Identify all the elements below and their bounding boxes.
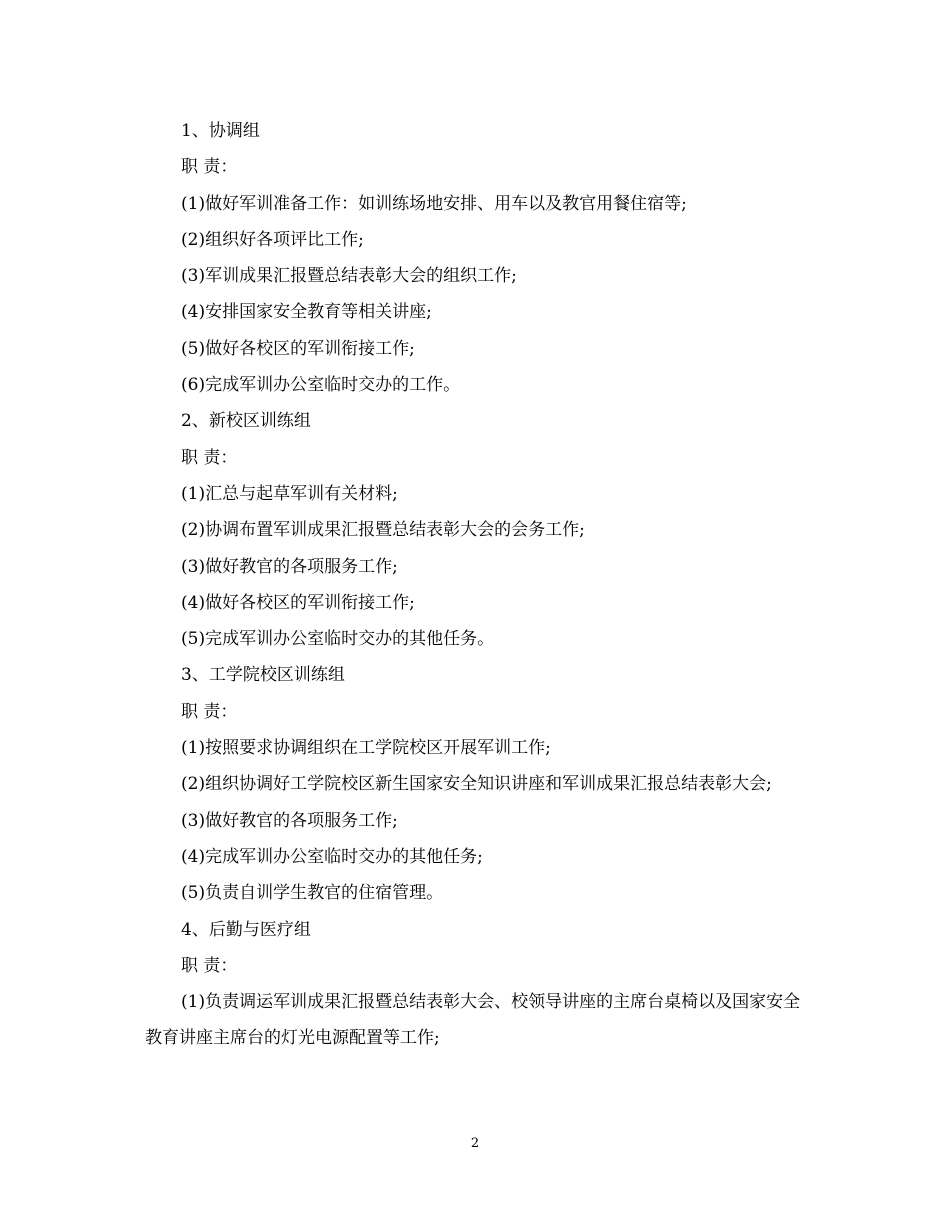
duty-item: (4)安排国家安全教育等相关讲座; [181, 302, 432, 323]
duties-label: 职 责： [181, 447, 238, 468]
duty-item: (5)完成军训办公室临时交办的其他任务。 [181, 629, 495, 650]
duty-item: (5)负责自训学生教官的住宿管理。 [181, 883, 444, 904]
duties-label: 职 责： [181, 157, 238, 178]
duty-item: (6)完成军训办公室临时交办的工作。 [181, 375, 461, 396]
section-heading-new-campus: 2、新校区训练组 [181, 411, 311, 432]
duty-item: (2)协调布置军训成果汇报暨总结表彰大会的会务工作; [181, 520, 585, 541]
section-heading-engineering-campus: 3、工学院校区训练组 [181, 665, 345, 686]
duty-item: (1)按照要求协调组织在工学院校区开展军训工作; [181, 738, 551, 759]
duty-item: (1)负责调运军训成果汇报暨总结表彰大会、校领导讲座的主席台桌椅以及国家安全教育讲座主席台的灯光电源配置等工作; [145, 992, 801, 1049]
duty-item: (2)组织协调好工学院校区新生国家安全知识讲座和军训成果汇报总结表彰大会; [181, 774, 772, 795]
duty-item: (3)做好教官的各项服务工作; [181, 556, 398, 577]
duty-item: (4)做好各校区的军训衔接工作; [181, 592, 415, 613]
duty-item: (1)汇总与起草军训有关材料; [181, 483, 398, 504]
duty-item: (4)完成军训办公室临时交办的其他任务; [181, 846, 483, 867]
duty-item: (3)做好教官的各项服务工作; [181, 810, 398, 831]
section-heading-coordination: 1、协调组 [181, 121, 260, 141]
duty-item: (3)军训成果汇报暨总结表彰大会的组织工作; [181, 266, 517, 287]
section-heading-logistics-medical: 4、后勤与医疗组 [181, 919, 311, 940]
duty-item: (5)做好各校区的军训衔接工作; [181, 338, 415, 359]
page-number: 2 [470, 1136, 480, 1151]
document-body [145, 113, 810, 1057]
duty-item: (2)组织好各项评比工作; [181, 229, 364, 250]
duties-label: 职 责： [181, 701, 238, 722]
duty-item: (1)做好军训准备工作：如训练场地安排、用车以及教官用餐住宿等; [181, 193, 687, 214]
duties-label: 职 责： [181, 955, 238, 976]
